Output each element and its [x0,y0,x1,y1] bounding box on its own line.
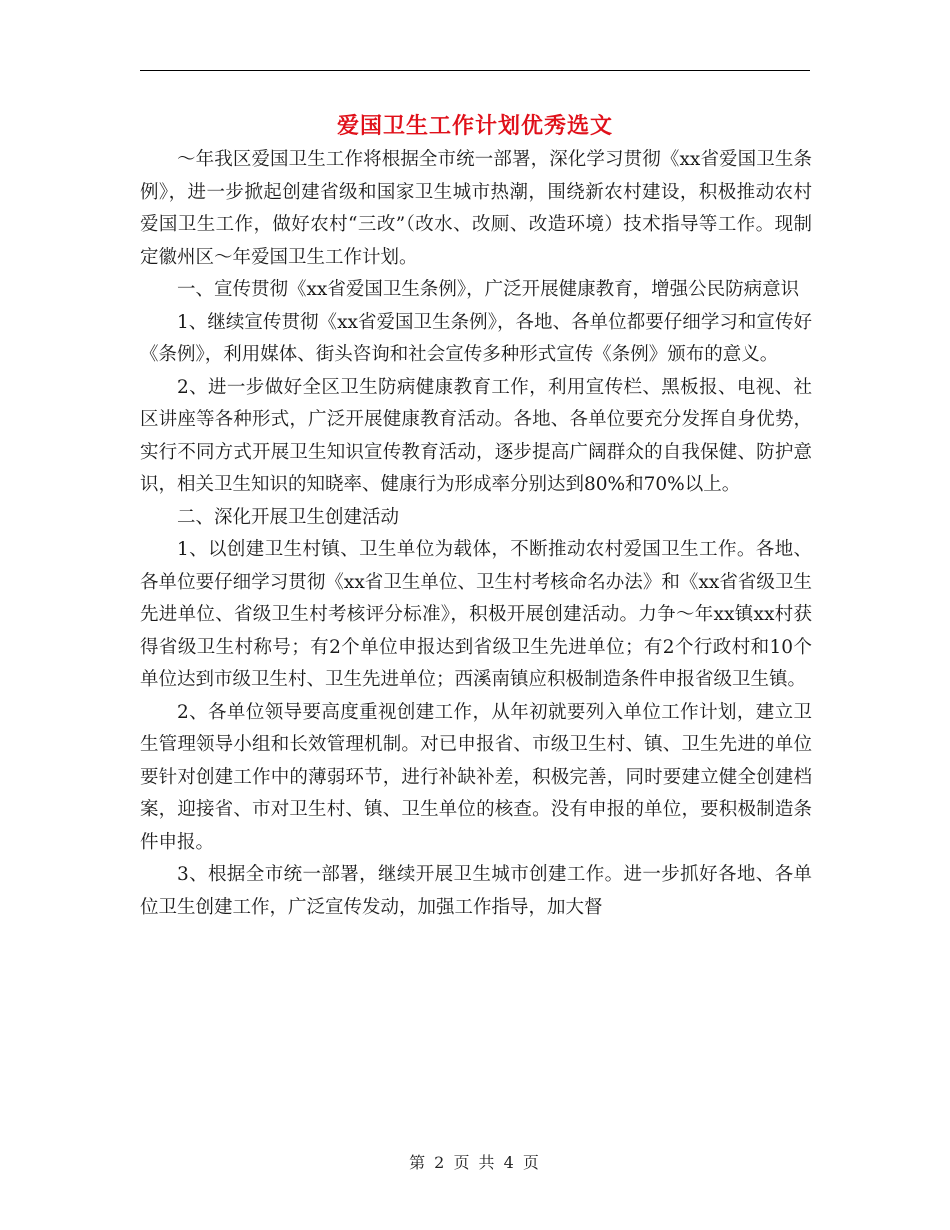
paragraph-2-1: 1、以创建卫生村镇、卫生单位为载体，不断推动农村爱国卫生工作。各地、各单位要仔细学习贯彻《xx省卫生单位、卫生村考核命名办法》和《xx省省级卫生先进单位、省级卫生村考核评分标准》，积极开展创建活动。力争～年xx镇xx村获得省级卫生村称号；有2个单位申报达到省级卫生先进单位；有2个行政村和10个单位达到市级卫生村、卫生先进单位；西溪南镇应积极制造条件申报省级卫生镇。 [140,539,812,690]
paragraph-1-1: 1、继续宣传贯彻《xx省爱国卫生条例》，各地、各单位都要仔细学习和宣传好《条例》，利用媒体、街头咨询和社会宣传多种形式宣传《条例》颁布的意义。 [140,311,812,365]
document-title: 爱国卫生工作计划优秀选文 [336,113,613,139]
paragraph-intro: ～年我区爱国卫生工作将根据全市统一部署，深化学习贯彻《xx省爱国卫生条例》，进一步掀起创建省级和国家卫生城市热潮，围绕新农村建设，积极推动农村爱国卫生工作，做好农村“三改”（改水、改厕、改造环境）技术指导等工作。现制定徽州区～年爱国卫生工作计划。 [140,149,812,268]
header-rule [140,70,810,71]
page-number: 第 2 页 共 4 页 [409,1153,541,1172]
paragraph-2-2: 2、各单位领导要高度重视创建工作，从年初就要列入单位工作计划，建立卫生管理领导小组和长效管理机制。对已申报省、市级卫生村、镇、卫生先进的单位要针对创建工作中的薄弱环节，进行补缺补差，积极完善，同时要建立健全创建档案，迎接省、市对卫生村、镇、卫生单位的核查。没有申报的单位，要积极制造条件申报。 [140,701,812,853]
section-heading-1: 一、宣传贯彻《xx省爱国卫生条例》，广泛开展健康教育，增强公民防病意识 [177,279,800,300]
paragraph-2-3: 3、根据全市统一部署，继续开展卫生城市创建工作。进一步抓好各地、各单位卫生创建工作，广泛宣传发动，加强工作指导，加大督 [140,864,812,918]
section-heading-2: 二、深化开展卫生创建活动 [177,506,400,528]
document-body [140,144,812,924]
paragraph-1-2: 2、进一步做好全区卫生防病健康教育工作，利用宣传栏、黑板报、电视、社区讲座等各种形式，广泛开展健康教育活动。各地、各单位要充分发挥自身优势，实行不同方式开展卫生知识宣传教育活动，逐步提高广阔群众的自我保健、防护意识，相关卫生知识的知晓率、健康行为形成率分别达到80%和70%以上。 [140,376,812,495]
